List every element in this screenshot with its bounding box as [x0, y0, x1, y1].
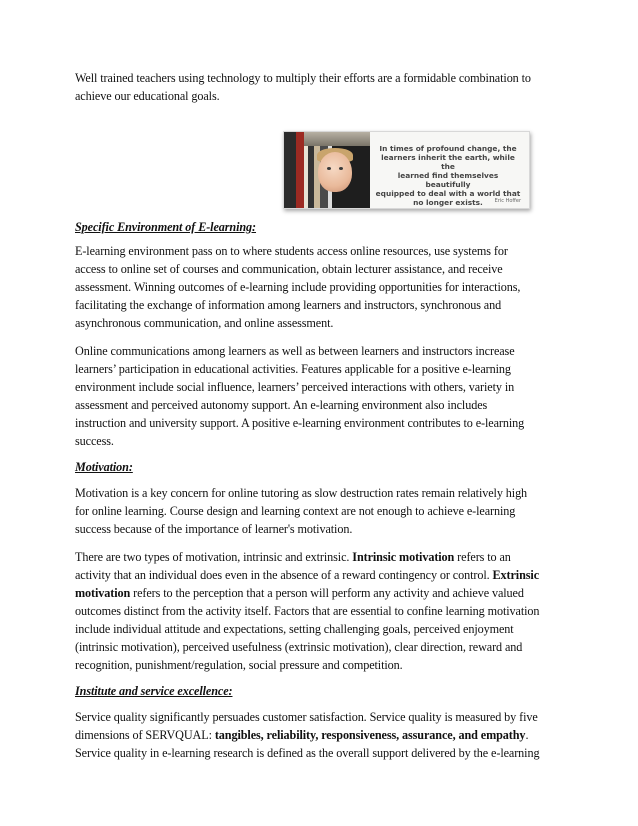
quote-image	[283, 131, 530, 209]
body-text	[75, 218, 563, 762]
intro-line: Well trained teachers using technology to multiply their efforts are a formidable combination to	[75, 71, 531, 85]
book-stack-top	[304, 132, 370, 146]
section-heading-motivation: Motivation:	[75, 460, 133, 474]
intro-paragraph	[75, 69, 563, 105]
section-heading-service-excellence: Institute and service excellence:	[75, 684, 233, 698]
intro-line: achieve our educational goals.	[75, 89, 220, 103]
paragraph-motivation-1: Motivation is a key concern for online tutoring as slow destruction rates remain relatively high for online learning. Course design and learning context are not enough to achieve e-learning success because of the importance of learner's motivation.	[75, 486, 528, 536]
child-face	[318, 152, 352, 192]
paragraph-environment-2: Online communications among learners as well as between learners and instructors increase learners’ participation in educational activities. Features applicable for a positive e-learning environment include social influence, learners’ perceived interactions with others, variety in assessment and perceived autonomy support. An e-learning environment also includes instruction and university support. A positive e-learning environment contributes to e-learning success.	[75, 344, 525, 448]
quote-text: In times of profound change, the learners inherit the earth, while the learned find themselves beautifully equipped to deal with a world that no longer exists.	[375, 144, 521, 207]
paragraph-environment-1: E-learning environment pass on to where students access online resources, use systems for access to online set of courses and communication, obtain lecturer assistance, and receive assessment. Winning outcomes of e-learning include providing opportunities for interactions, facilitating the exchange of information among learners and instructors, synchronous and asynchronous communication, and online assessment.	[75, 244, 521, 330]
quote-author: Eric Hoffer	[494, 198, 521, 204]
paragraph-service-quality: Service quality significantly persuades customer satisfaction. Service quality is measured by five dimensions of SERVQUAL: tangibles, reliability, responsiveness, assurance, and empathy. Service quality in e-learning research is defined as the overall support delivered by the e-learning	[75, 710, 540, 760]
paragraph-motivation-2: There are two types of motivation, intrinsic and extrinsic. Intrinsic motivation refers to an activity that an individual does even in the absence of a reward contingency or control. Extrinsic motivation refers to the perception that a person will perform any activity and achieve valued outcomes distinct from the activity itself. Factors that are essential to confine learning motivation include individual attitude and expectations, setting challenging goals, perceived enjoyment (intrinsic motivation), perceived usefulness (extrinsic motivation), clear direction, reward and recognition, punishment/regulation, social pressure and competition.	[75, 550, 540, 672]
section-heading-elearning-environment: Specific Environment of E-learning:	[75, 220, 257, 234]
